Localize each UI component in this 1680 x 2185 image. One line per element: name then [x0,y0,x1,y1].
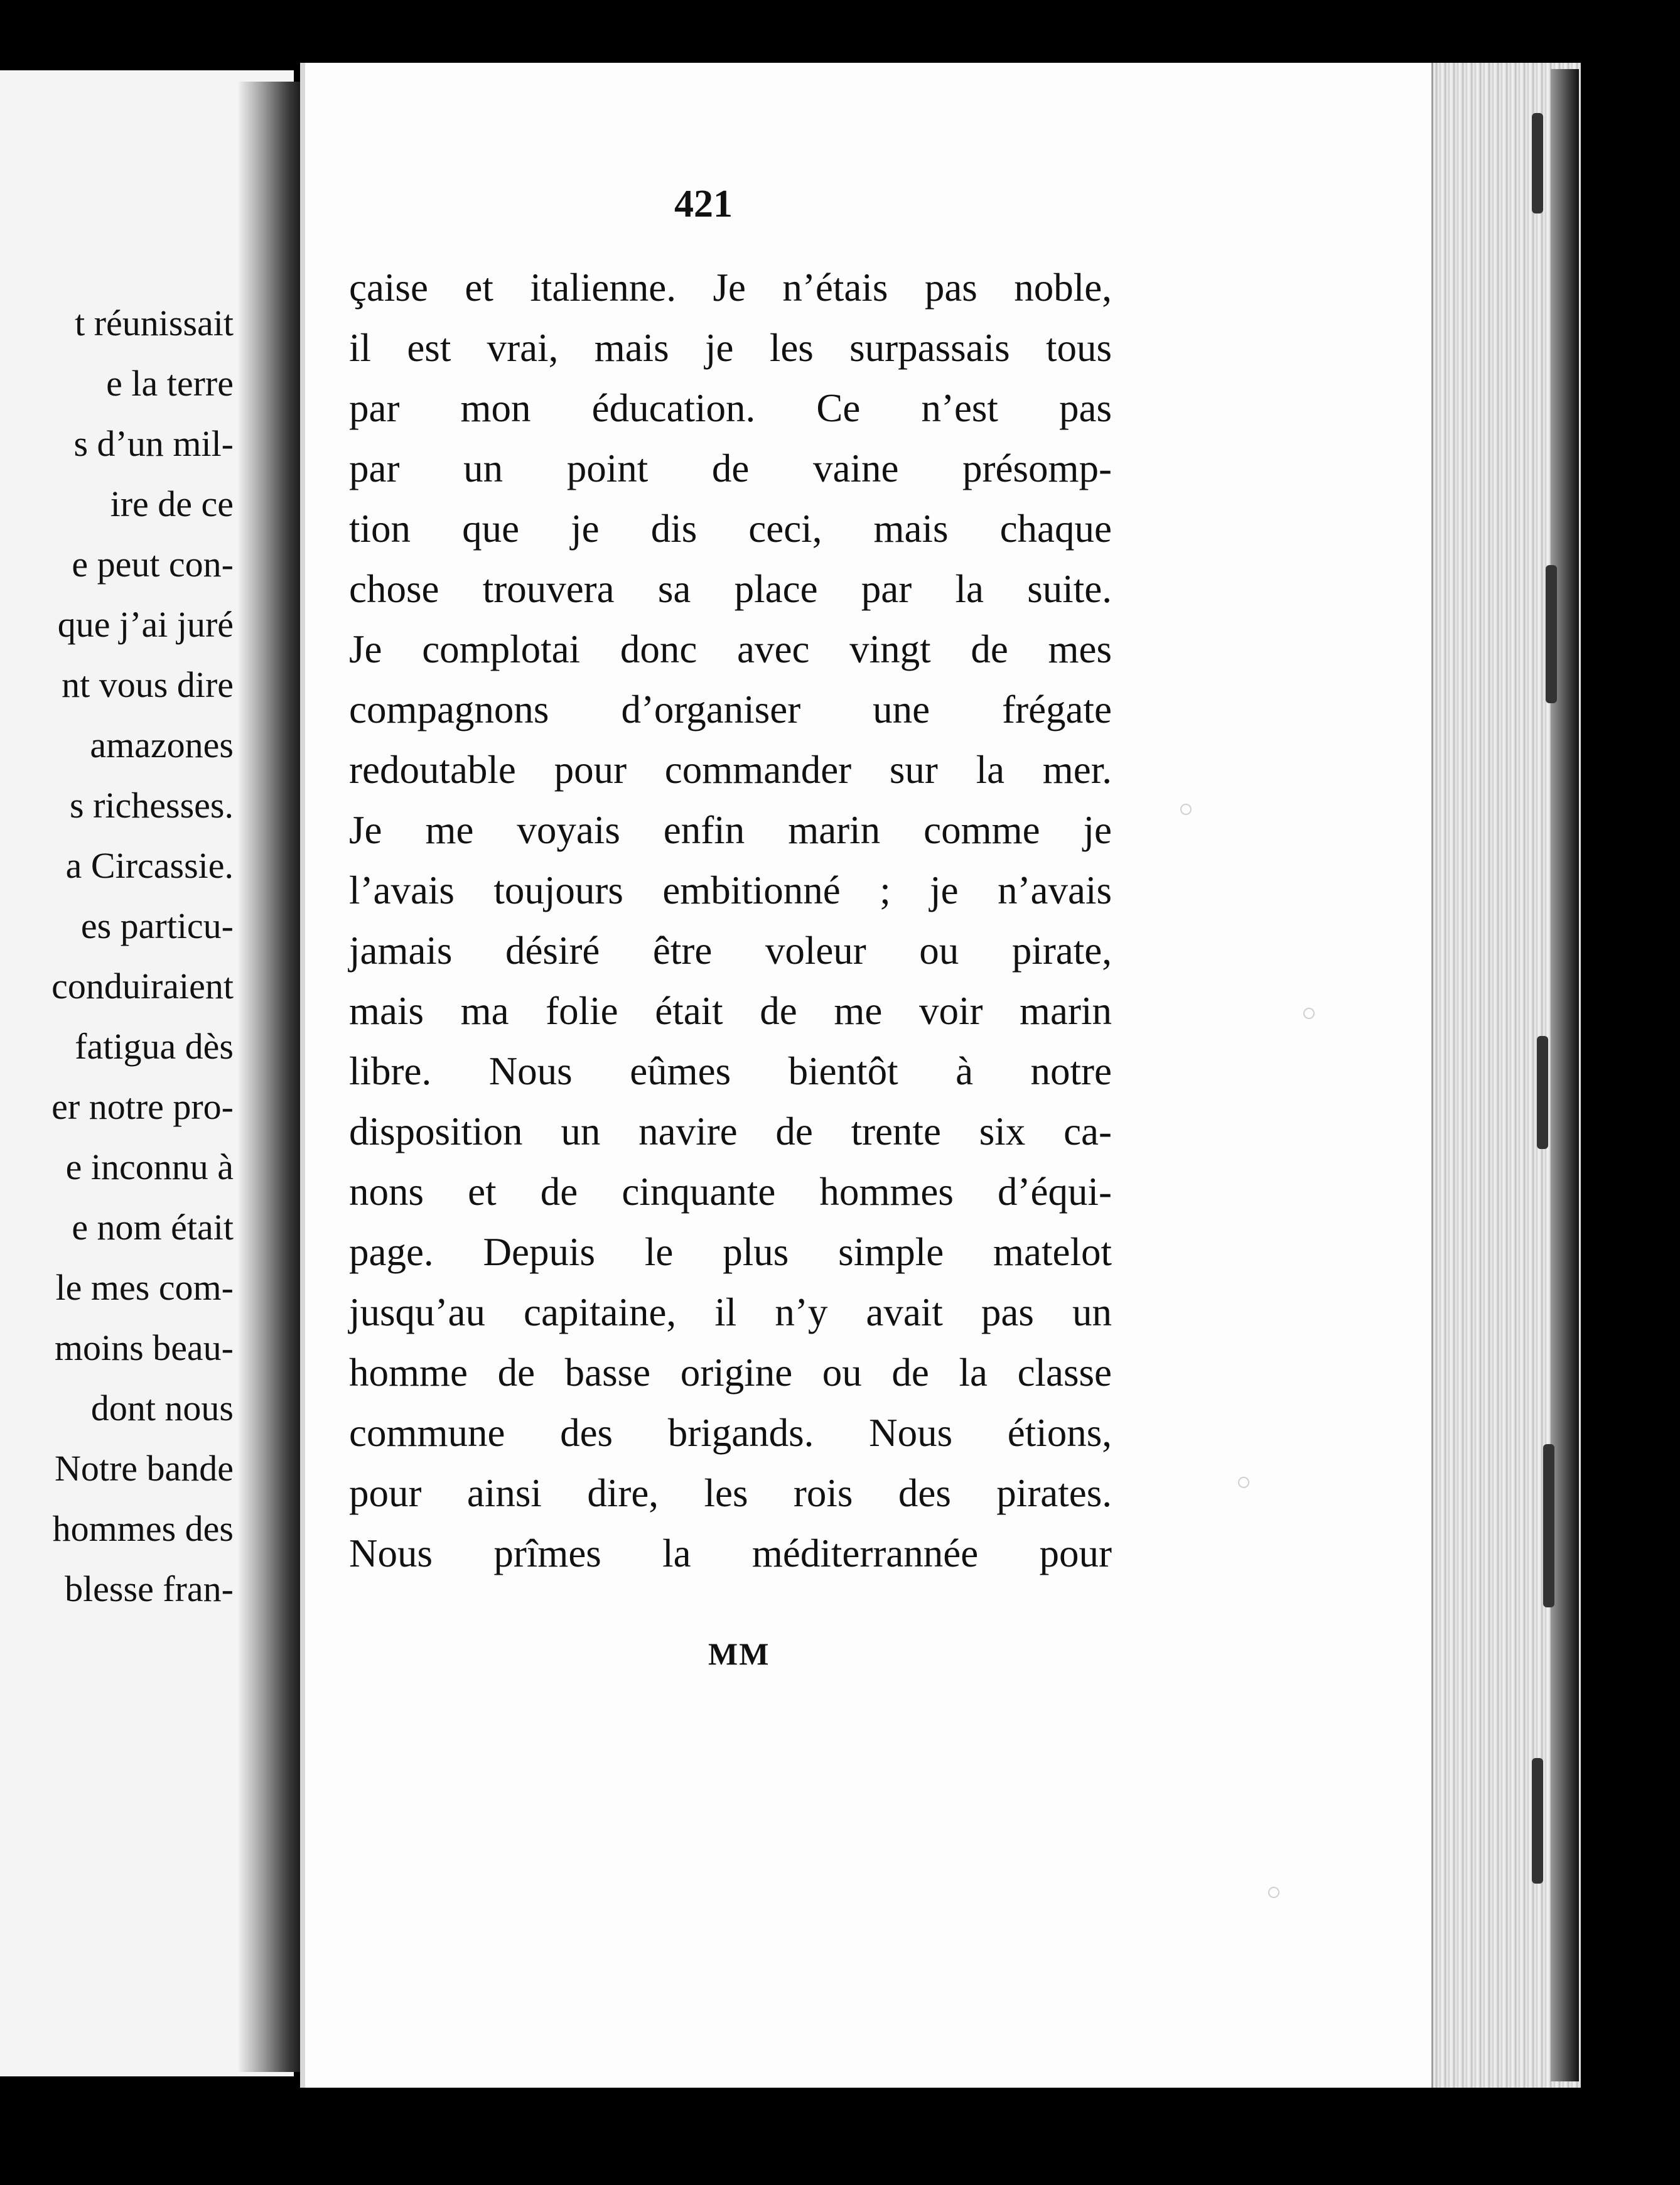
left-line: e peut con- [72,544,234,585]
left-line: s richesses. [70,785,234,826]
scan-speck [1180,804,1192,815]
edge-stain [1543,1444,1554,1607]
text-line: jusqu’au capitaine, il n’y avait pas un [349,1290,1112,1334]
text-line: chose trouvera sa place par la suite. [349,567,1112,611]
text-line: Je complotai donc avec vingt de mes [349,627,1112,671]
edge-stain [1532,113,1543,213]
text-line: Nous prîmes la méditerrannée pour [349,1531,1112,1575]
left-line: e nom était [72,1207,234,1248]
text-line: par mon éducation. Ce n’est pas [349,386,1112,430]
fore-edge-shadow [1551,69,1579,2081]
left-line: es particu- [80,905,234,946]
left-line: blesse fran- [65,1568,234,1609]
left-line: moins beau- [54,1327,234,1368]
left-line: e inconnu à [65,1146,234,1187]
scan-speck [1268,1887,1279,1898]
left-page-text [0,293,234,1619]
signature-mark: MM [708,1636,770,1671]
text-line: par un point de vaine présomp- [349,446,1112,490]
text-line: compagnons d’organiser une frégate [349,688,1112,731]
text-line: l’avais toujours embitionné ; je n’avais [349,868,1112,912]
left-line: le mes com- [55,1267,234,1308]
scan-speck [1303,1008,1315,1019]
left-line: Notre bande [54,1448,234,1489]
book-gutter-shadow [239,82,301,2072]
text-line: il est vrai, mais je les surpassais tous [349,326,1112,370]
left-line: er notre pro- [51,1086,234,1127]
text-line: page. Depuis le plus simple matelot [349,1230,1112,1274]
left-line: fatigua dès [75,1026,234,1067]
text-line: çaise et italienne. Je n’étais pas noble, [349,266,1112,310]
text-line: nons et de cinquante hommes d’équi- [349,1170,1112,1214]
edge-stain [1532,1758,1543,1884]
left-line: a Circassie. [65,845,234,886]
left-line: dont nous [90,1388,234,1428]
left-line: nt vous dire [62,664,234,705]
right-page-text [349,257,1112,1583]
scan-speck [1238,1477,1249,1488]
text-line: jamais désiré être voleur ou pirate, [349,929,1112,973]
left-line: hommes des [52,1508,234,1549]
edge-stain [1546,565,1557,703]
text-line: redoutable pour commander sur la mer. [349,748,1112,792]
text-line: disposition un navire de trente six ca- [349,1109,1112,1153]
left-line: t réunissait [75,303,234,343]
text-line: mais ma folie était de me voir marin [349,989,1112,1033]
page-number: 421 [674,183,733,225]
text-line: homme de basse origine ou de la classe [349,1351,1112,1395]
text-line: libre. Nous eûmes bientôt à notre [349,1049,1112,1093]
left-line: que j’ai juré [57,604,234,645]
text-line: commune des brigands. Nous étions, [349,1411,1112,1455]
text-line: Je me voyais enfin marin comme je [349,808,1112,852]
text-line: pour ainsi dire, les rois des pirates. [349,1471,1112,1515]
left-line: conduiraient [51,966,234,1006]
text-line: tion que je dis ceci, mais chaque [349,507,1112,551]
left-line: s d’un mil- [73,423,234,464]
left-line: e la terre [106,363,234,404]
left-line: amazones [90,725,234,765]
edge-stain [1537,1036,1548,1149]
left-line: ire de ce [110,483,234,524]
